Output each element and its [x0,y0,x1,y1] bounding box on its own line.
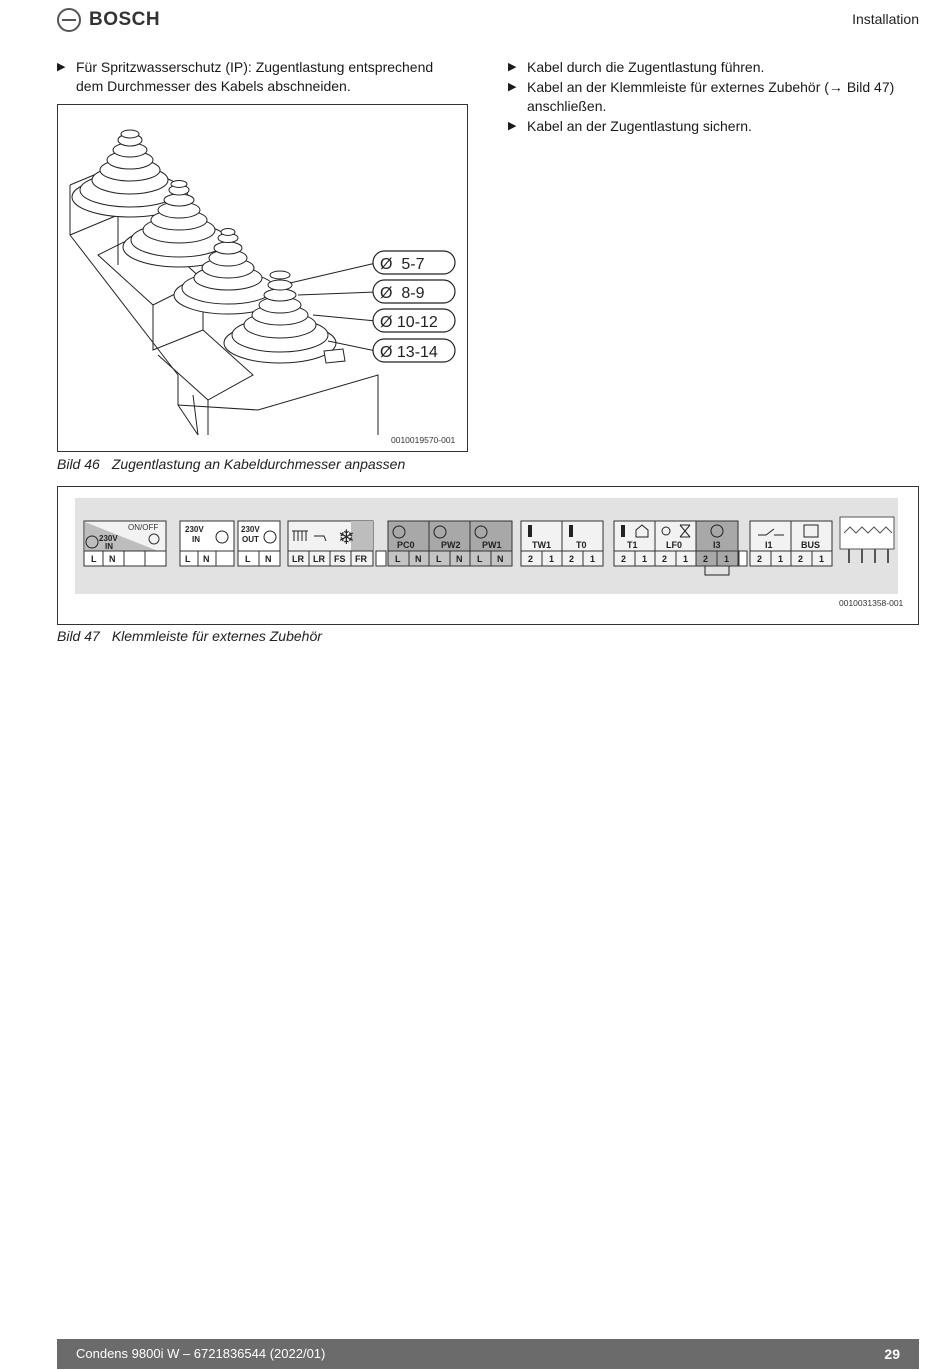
bullet-arrow-icon: ▶ [508,61,517,73]
terminal-pin-label: N [203,554,210,564]
figure-46-strain-relief [57,104,468,452]
in-label: IN [192,535,200,544]
terminal-pin-label: 1 [642,554,648,564]
terminal-pin-label: L [91,554,97,564]
terminal-pin-label: 2 [703,554,709,564]
terminal-pin-label: 2 [757,554,763,564]
terminal-pin-label: L [185,554,191,564]
caption-number: Bild 46 [57,456,100,472]
snowflake-icon: ❄ [338,527,355,549]
diameter-label: Ø 5-7 [380,256,425,273]
instruction-step [57,58,452,96]
page-number: 29 [884,1346,900,1362]
strain-relief-illustration [58,105,467,451]
terminal-pin-label: 2 [569,554,575,564]
instruction-step [508,78,923,116]
terminal-label: T0 [576,540,587,550]
right-column [508,58,923,137]
instruction-text: Kabel an der Klemmleiste für externes Zubehör (→ Bild 47) anschließen. [527,79,895,114]
terminal-label: PW2 [441,540,461,550]
terminal-pin-label: 1 [549,554,555,564]
terminal-pin-label: 2 [528,554,534,564]
terminal-pin-label: FR [355,554,367,564]
thermometer-icon [528,525,532,537]
figure-47-caption [57,628,322,644]
terminal-label: T1 [627,540,638,550]
terminal-pin-label: L [436,554,442,564]
instruction-step [508,58,923,77]
terminal-pin-label: FS [334,554,346,564]
terminal-pin-label: 2 [621,554,627,564]
terminal-pin-label: N [415,554,422,564]
terminal-pin-label: 2 [662,554,668,564]
left-column [57,58,452,97]
terminal-pin-label: 1 [590,554,596,564]
figure-47-terminal-strip [57,486,919,625]
bullet-arrow-icon: ▶ [57,61,66,73]
in230-label: 230V [185,525,204,534]
caption-number: Bild 47 [57,628,100,644]
jumper-wire [705,566,729,575]
terminal-pin-label: 2 [798,554,804,564]
instruction-text: Kabel durch die Zugentlastung führen. [527,59,765,75]
brand-name: BOSCH [89,9,161,30]
terminal-label: BUS [801,540,821,550]
terminal-label: PW1 [482,540,502,550]
terminal-pin-label: LR [292,554,304,564]
terminal-label: PC0 [397,540,415,550]
terminal-pin-label: N [456,554,463,564]
diameter-label: Ø 10-12 [380,314,438,331]
figure-image-id: 0010031358-001 [839,598,904,608]
brand-logo [57,8,160,32]
terminal-pin-label: N [109,554,116,564]
instruction-text: Für Spritzwasserschutz (IP): Zugentlastung entsprechend dem Durchmesser des Kabels abschneiden. [76,59,434,94]
figure-46-caption [57,456,405,472]
footer-product: Condens 9800i W – 6721836544 (2022/01) [76,1346,326,1361]
caption-text: Zugentlastung an Kabeldurchmesser anpassen [111,456,406,472]
terminal-label: TW1 [532,540,551,550]
terminal-pin-label: 1 [819,554,825,564]
thermometer-icon [621,525,625,537]
terminal-label: I3 [713,540,721,550]
out230-label: 230V [241,525,260,534]
terminal-pin-label: 1 [778,554,784,564]
diameter-label: Ø 13-14 [380,344,438,361]
onoff-label: ON/OFF [128,523,159,532]
terminal-pin-label: 1 [724,554,730,564]
terminal-pin-label: L [245,554,251,564]
footer-bar [57,1339,919,1369]
thermometer-icon [569,525,573,537]
diameter-label: Ø 8-9 [380,285,425,302]
bullet-arrow-icon: ▶ [508,81,517,93]
terminal-strip-illustration [58,487,918,624]
terminal-pin-label: L [395,554,401,564]
terminal-label: LF0 [666,540,683,550]
in-label: IN [105,542,113,551]
terminal-pin-label: LR [313,554,325,564]
section-title: Installation [852,11,919,27]
in230-label: 230V [99,534,118,543]
bosch-logo-icon [57,8,81,32]
caption-text: Klemmleiste für externes Zubehör [111,628,322,644]
terminal-pin-label: L [477,554,483,564]
terminal-pin-label: N [497,554,504,564]
instruction-text: Kabel an der Zugentlastung sichern. [527,118,752,134]
terminal-label: I1 [765,540,773,550]
figure-image-id: 0010019570-001 [391,435,456,445]
out-label: OUT [242,535,259,544]
instruction-step [508,117,923,136]
bullet-arrow-icon: ▶ [508,120,517,132]
terminal-pin-label: N [265,554,272,564]
terminal-pin-label: 1 [683,554,689,564]
